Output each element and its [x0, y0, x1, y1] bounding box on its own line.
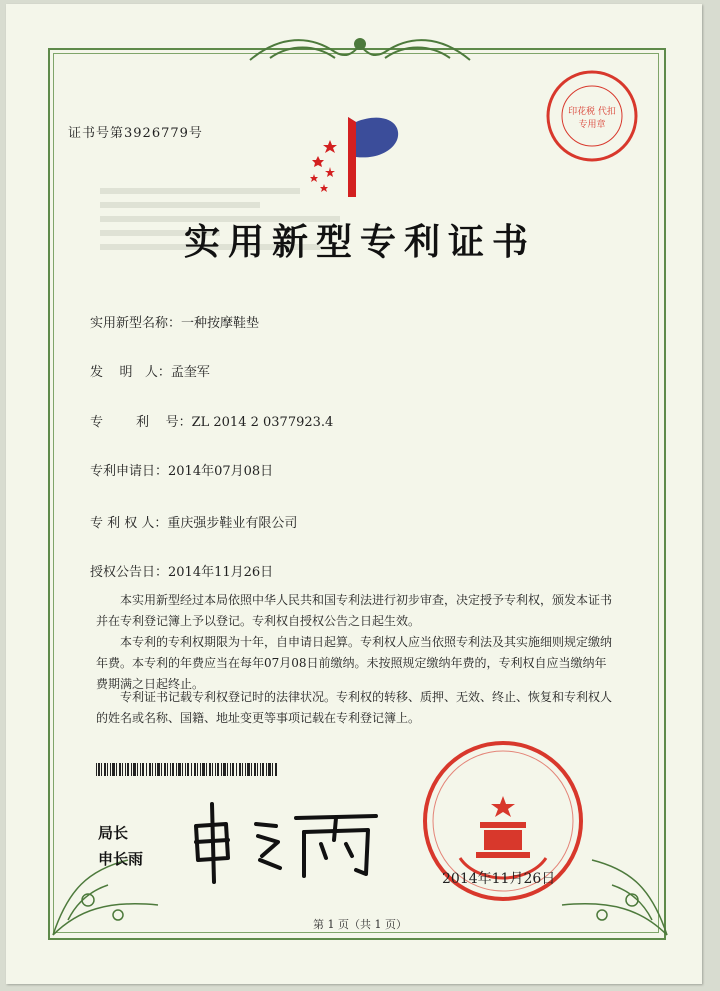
handwritten-signature [186, 796, 386, 886]
patentee: 专 利 权 人：重庆强步鞋业有限公司 [90, 516, 298, 531]
patent-number: 专 利 号：ZL 2014 2 0377923.4 [90, 415, 334, 430]
page-indicator: 第 1 页（共 1 页） [313, 918, 407, 931]
body-paragraph: 本实用新型经过本局依照中华人民共和国专利法进行初步审查，决定授予专利权，颁发本证书并在专利登记簿上予以登记。专利权自授权公告之日起生效。 [96, 593, 613, 628]
seal-date: 2014年11月26日 [442, 871, 556, 887]
application-date: 专利申请日：2014年07月08日 [90, 464, 274, 479]
body-paragraph: 专利证书记载专利权登记时的法律状况。专利权的转移、质押、无效、终止、恢复和专利权人的姓名或名称、国籍、地址变更等事项记载在专利登记簿上。 [96, 690, 613, 725]
signer-title: 局长 [98, 824, 129, 842]
top-ornament [240, 30, 480, 70]
body-paragraph: 本专利的专利权期限为十年，自申请日起算。专利权人应当依照专利法及其实施细则规定缴纳年费。本专利的年费应当在每年07月08日前缴纳。未按照规定缴纳年费的，专利权自应当缴纳年费期满之日起终止。 [96, 635, 613, 691]
utility-model-name: 实用新型名称：一种按摩鞋垫 [90, 316, 260, 331]
inventor: 发 明 人：孟奎军 [90, 365, 210, 380]
barcode [96, 763, 278, 776]
tax-stamp-text: 印花税 代扣专用章 [568, 107, 616, 130]
grant-date: 授权公告日：2014年11月26日 [90, 565, 274, 580]
certificate-number: 证书号第3926779号 [68, 126, 203, 141]
certificate-title: 实用新型专利证书 [183, 221, 536, 263]
sipo-logo [300, 112, 410, 202]
signer-name: 申长雨 [98, 850, 144, 868]
